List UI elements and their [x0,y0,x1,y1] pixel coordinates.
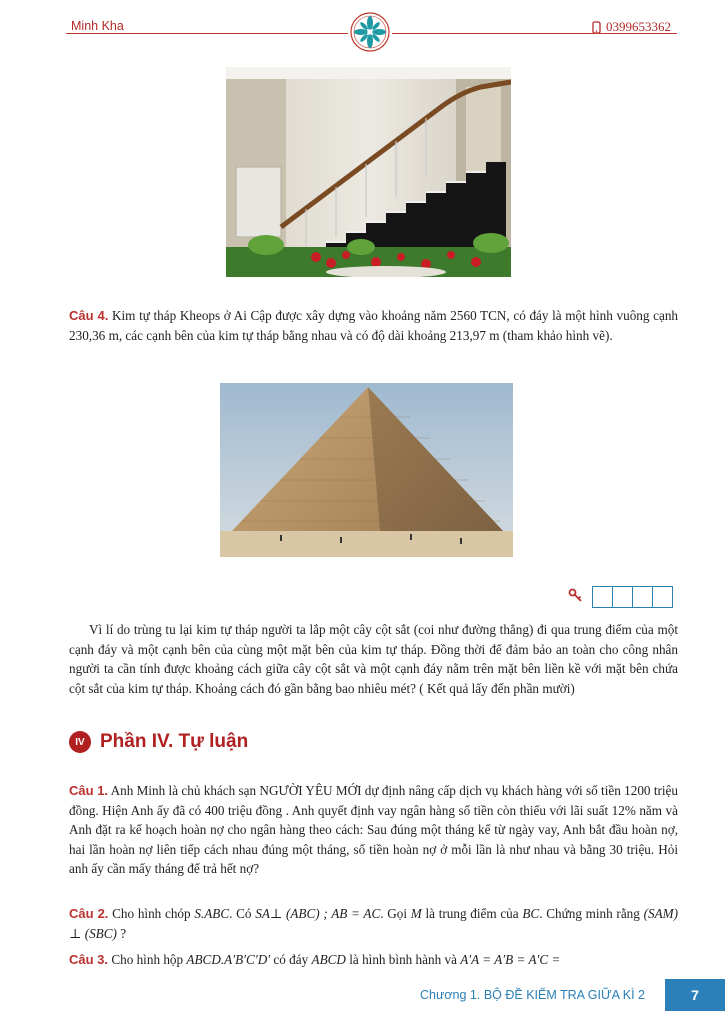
pyramid-image [220,383,513,557]
page-number: 7 [665,979,725,1011]
question-4-label: Câu 4. [69,308,109,323]
essay-question-1 [69,781,678,879]
essay-question-2-label: Câu 2. [69,906,109,921]
answer-box-1[interactable] [592,586,613,608]
key-icon [568,587,584,608]
staircase-image [226,67,511,277]
answer-box-4[interactable] [652,586,673,608]
essay-question-2: Câu 2. Cho hình chóp S.ABC. Có SA⊥ (ABC) ; AB = AC. Gọi M là trung điểm của BC. Chứng minh rằng (SAM) ⊥ (SBC) ? [69,906,678,941]
essay-question-3-label: Câu 3. [69,952,109,967]
section-heading [69,731,248,753]
essay-question-1-text: Anh Minh là chủ khách sạn NGƯỜI YÊU MỚI dự định nâng cấp dịch vụ khách hàng với số tiền 1200 triệu đồng. Hiện Anh ấy đã có 400 triệu đồng . Anh quyết định vay ngân hàng số tiền còn thiếu với lãi suất 12% năm và Anh đặt ra kế hoạch hoàn nợ cho ngân hàng theo cách: Sau đúng một tháng kể từ ngày vay, Anh bắt đầu hoàn nợ, hai lần hoàn nợ liên tiếp cách nhau đúng một tháng, số tiền hoàn nợ ở mỗi lần là như nhau và bằng 30 triệu. Hỏi anh ấy cần mấy tháng để trả hết nợ? [69,783,678,877]
essay-question-3: Câu 3. Cho hình hộp ABCD.A′B′C′D′ có đáy ABCD là hình bình hành và A′A = A′B = A′C = [69,952,561,967]
footer-chapter: Chương 1. BỘ ĐỀ KIỂM TRA GIỮA KÌ 2 [420,988,646,1002]
question-4 [69,306,678,345]
header-author: Minh Kha [71,19,124,33]
answer-box-3[interactable] [632,586,653,608]
answer-boxes[interactable] [593,586,673,608]
question-4-text: Kim tự tháp Kheops ở Ai Cập được xây dựng vào khoảng năm 2560 TCN, có đáy là một hình vuông cạnh 230,36 m, các cạnh bên của kim tự tháp bằng nhau và có độ dài khoảng 213,97 m (tham khảo hình vẽ). [69,308,679,343]
section-title: Phần IV. Tự luận [100,731,249,752]
header-phone-number: 0399653362 [606,19,671,34]
answer-box-2[interactable] [612,586,633,608]
header-emblem-icon [348,10,392,54]
phone-icon [590,21,603,34]
question-4-followup: Vì lí do trùng tu lại kim tự tháp người ta lắp một cây cột sắt (coi như đường thẳng) đi qua trung điểm của một cạnh đáy và một cạnh bên của cùng một mặt bên của kim tự tháp. Đồng thời để đảm bảo an toàn cho công nhân người ta cần tính được khoảng cách giữa cây cột sắt và một cạnh đáy nằm trên mặt bên liền kề với mặt bên chứa cột sắt của kim tự tháp. Khoảng cách đó gần bằng bao nhiêu mét? ( Kết quả lấy đến phần mười) [69,622,678,696]
section-badge: IV [69,731,91,753]
essay-question-1-label: Câu 1. [69,783,109,798]
